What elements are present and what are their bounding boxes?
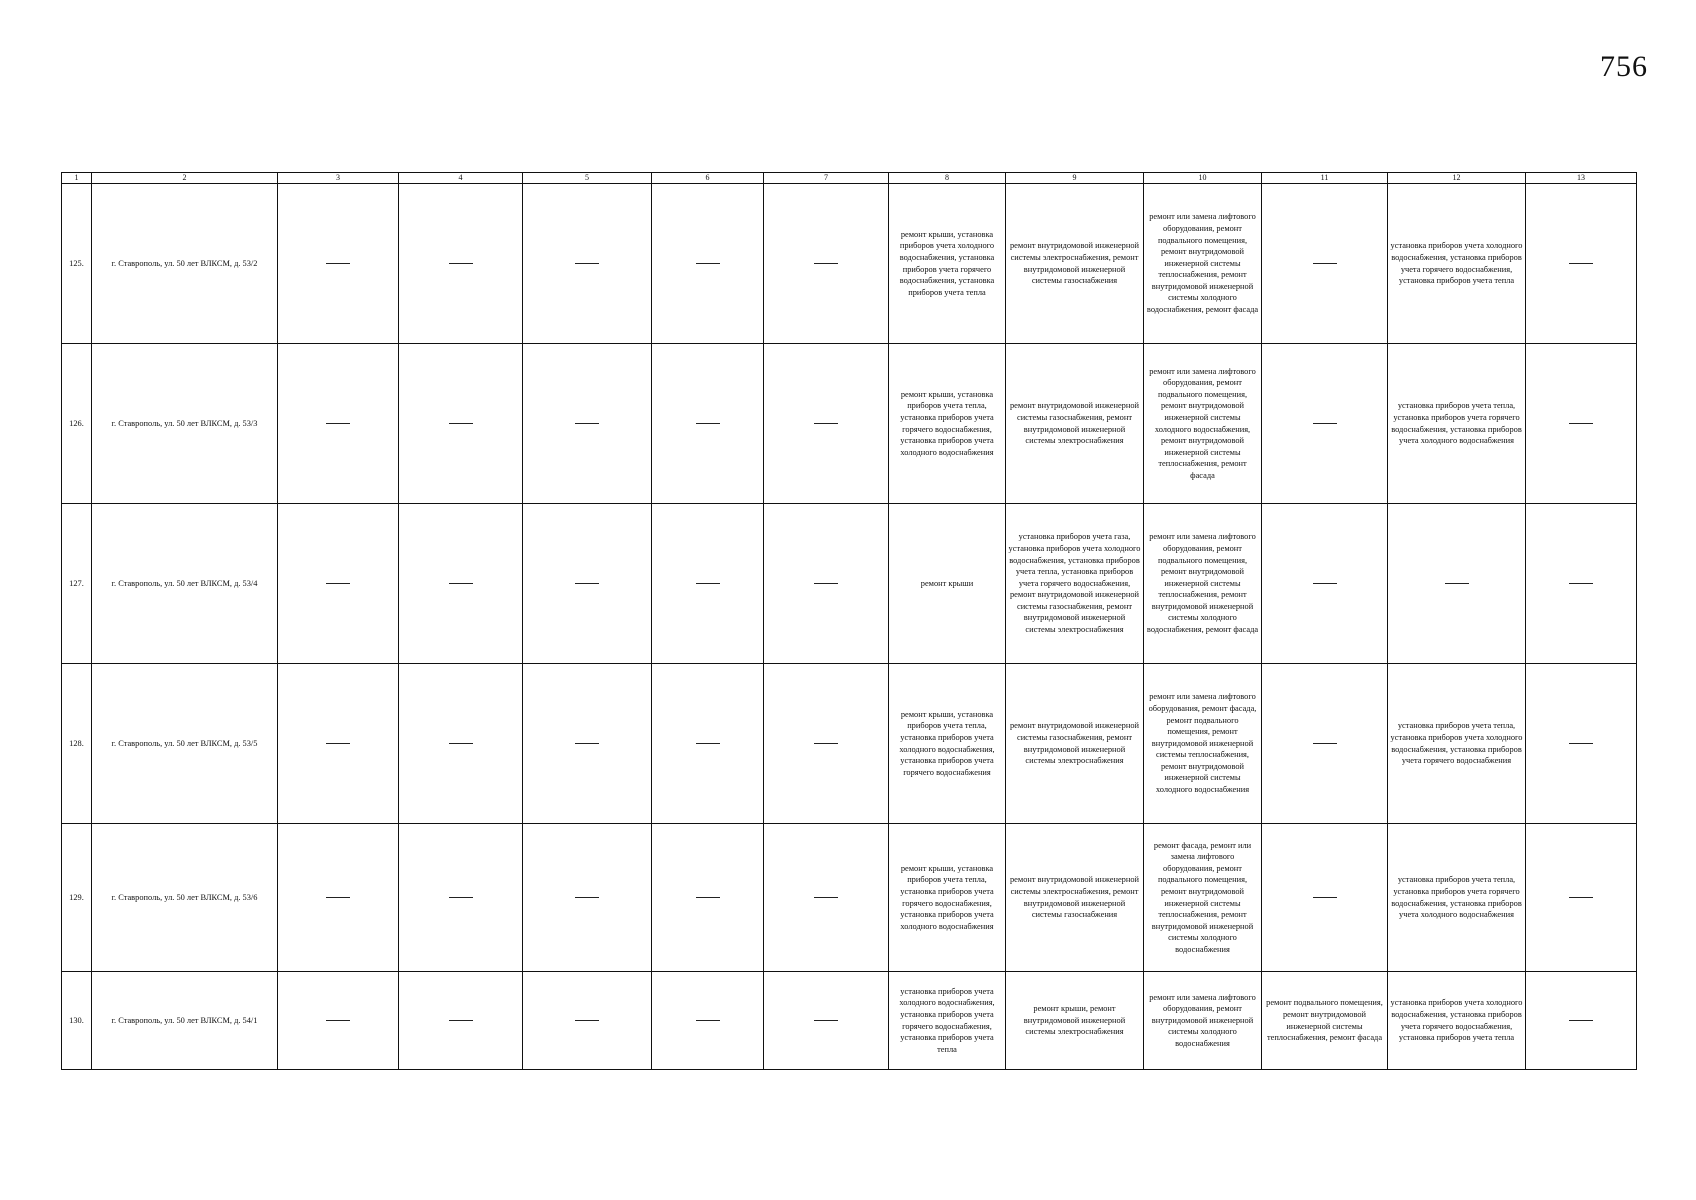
dash-mark <box>814 1020 838 1021</box>
dash-cell <box>278 824 399 972</box>
table-row <box>62 184 1637 344</box>
table-row <box>62 972 1637 1070</box>
page-number: 756 <box>1600 50 1648 83</box>
dash-mark <box>326 263 350 264</box>
dash-cell <box>278 184 399 344</box>
work-type-cell: ремонт крыши, ремонт внутридомовой инженерной системы электроснабжения <box>1006 972 1144 1070</box>
dash-cell <box>278 972 399 1070</box>
column-number: 3 <box>278 173 399 184</box>
dash-cell <box>399 664 523 824</box>
dash-cell <box>1526 184 1637 344</box>
dash-cell <box>764 504 889 664</box>
column-number: 8 <box>889 173 1006 184</box>
work-type-cell: ремонт или замена лифтового оборудования, ремонт подвального помещения, ремонт внутридомовой инженерной системы теплоснабжения, ремонт внутридомовой инженерной системы холодного водоснабжения, ремонт фасада <box>1144 504 1262 664</box>
column-number: 7 <box>764 173 889 184</box>
dash-mark <box>449 897 473 898</box>
column-number: 10 <box>1144 173 1262 184</box>
dash-cell <box>1526 504 1637 664</box>
dash-cell <box>652 184 764 344</box>
dash-mark <box>814 583 838 584</box>
work-type-cell: ремонт или замена лифтового оборудования, ремонт подвального помещения, ремонт внутридомовой инженерной системы холодного водоснабжения, ремонт внутридомовой инженерной системы теплоснабжения, ремонт фасада <box>1144 344 1262 504</box>
address-cell: г. Ставрополь, ул. 50 лет ВЛКСМ, д. 53/2 <box>92 184 278 344</box>
dash-mark <box>449 263 473 264</box>
dash-cell <box>399 504 523 664</box>
dash-cell <box>399 344 523 504</box>
dash-cell <box>399 824 523 972</box>
dash-cell <box>399 184 523 344</box>
dash-cell <box>652 824 764 972</box>
dash-cell <box>399 972 523 1070</box>
column-number: 5 <box>523 173 652 184</box>
dash-cell <box>652 664 764 824</box>
dash-cell <box>278 504 399 664</box>
dash-mark <box>326 1020 350 1021</box>
dash-mark <box>1445 583 1469 584</box>
dash-mark <box>814 897 838 898</box>
dash-mark <box>814 423 838 424</box>
dash-cell <box>523 972 652 1070</box>
dash-cell <box>764 184 889 344</box>
work-type-cell: ремонт крыши, установка приборов учета тепла, установка приборов учета холодного водоснабжения, установка приборов учета горячего водоснабжения <box>889 664 1006 824</box>
address-cell: г. Ставрополь, ул. 50 лет ВЛКСМ, д. 53/6 <box>92 824 278 972</box>
dash-cell <box>1262 664 1388 824</box>
address-cell: г. Ставрополь, ул. 50 лет ВЛКСМ, д. 53/3 <box>92 344 278 504</box>
dash-cell <box>1526 972 1637 1070</box>
dash-mark <box>1569 897 1593 898</box>
row-number: 127. <box>62 504 92 664</box>
work-type-cell: ремонт внутридомовой инженерной системы электроснабжения, ремонт внутридомовой инженерной системы газоснабжения <box>1006 184 1144 344</box>
work-type-cell: ремонт крыши, установка приборов учета холодного водоснабжения, установка приборов учета горячего водоснабжения, установка приборов учета тепла <box>889 184 1006 344</box>
dash-cell <box>523 184 652 344</box>
dash-cell <box>523 344 652 504</box>
dash-cell <box>1262 824 1388 972</box>
dash-mark <box>1569 423 1593 424</box>
dash-cell <box>652 504 764 664</box>
dash-mark <box>814 743 838 744</box>
column-number: 2 <box>92 173 278 184</box>
work-type-cell: установка приборов учета газа, установка приборов учета холодного водоснабжения, установка приборов учета тепла, установка приборов учета горячего водоснабжения, ремонт внутридомовой инженерной системы газоснабжения, ремонт внутридомовой инженерной системы электроснабжения <box>1006 504 1144 664</box>
dash-cell <box>1388 504 1526 664</box>
row-number: 125. <box>62 184 92 344</box>
work-type-cell: ремонт или замена лифтового оборудования, ремонт подвального помещения, ремонт внутридомовой инженерной системы теплоснабжения, ремонт внутридомовой инженерной системы холодного водоснабжения, ремонт фасада <box>1144 184 1262 344</box>
work-type-cell: ремонт крыши <box>889 504 1006 664</box>
dash-cell <box>764 344 889 504</box>
dash-cell <box>764 824 889 972</box>
dash-mark <box>575 897 599 898</box>
column-number: 4 <box>399 173 523 184</box>
work-type-cell: ремонт подвального помещения, ремонт внутридомовой инженерной системы теплоснабжения, ремонт фасада <box>1262 972 1388 1070</box>
work-type-cell: установка приборов учета тепла, установка приборов учета холодного водоснабжения, установка приборов учета горячего водоснабжения <box>1388 664 1526 824</box>
dash-mark <box>575 423 599 424</box>
dash-mark <box>1313 263 1337 264</box>
dash-mark <box>326 743 350 744</box>
column-number: 12 <box>1388 173 1526 184</box>
dash-cell <box>652 344 764 504</box>
dash-mark <box>1569 743 1593 744</box>
dash-cell <box>523 824 652 972</box>
dash-cell <box>764 664 889 824</box>
dash-mark <box>1569 263 1593 264</box>
dash-mark <box>575 583 599 584</box>
work-type-cell: установка приборов учета холодного водоснабжения, установка приборов учета горячего водоснабжения, установка приборов учета тепла <box>1388 184 1526 344</box>
dash-mark <box>696 897 720 898</box>
dash-cell <box>278 344 399 504</box>
column-number: 6 <box>652 173 764 184</box>
dash-mark <box>575 263 599 264</box>
dash-cell <box>1526 664 1637 824</box>
work-type-cell: ремонт или замена лифтового оборудования, ремонт внутридомовой инженерной системы холодного водоснабжения <box>1144 972 1262 1070</box>
column-number: 13 <box>1526 173 1637 184</box>
work-type-cell: ремонт внутридомовой инженерной системы газоснабжения, ремонт внутридомовой инженерной системы электроснабжения <box>1006 344 1144 504</box>
dash-mark <box>696 583 720 584</box>
work-type-cell: ремонт фасада, ремонт или замена лифтового оборудования, ремонт подвального помещения, ремонт внутридомовой инженерной системы теплоснабжения, ремонт внутридомовой инженерной системы холодного водоснабжения <box>1144 824 1262 972</box>
address-cell: г. Ставрополь, ул. 50 лет ВЛКСМ, д. 53/4 <box>92 504 278 664</box>
dash-cell <box>278 664 399 824</box>
dash-cell <box>1262 504 1388 664</box>
dash-mark <box>326 423 350 424</box>
dash-cell <box>1526 344 1637 504</box>
dash-cell <box>764 972 889 1070</box>
table-row <box>62 504 1637 664</box>
row-number: 129. <box>62 824 92 972</box>
dash-mark <box>449 423 473 424</box>
dash-mark <box>449 1020 473 1021</box>
dash-mark <box>326 583 350 584</box>
work-type-cell: ремонт внутридомовой инженерной системы электроснабжения, ремонт внутридомовой инженерной системы газоснабжения <box>1006 824 1144 972</box>
dash-cell <box>523 504 652 664</box>
table-body <box>62 173 1637 1070</box>
dash-mark <box>575 1020 599 1021</box>
dash-mark <box>1569 583 1593 584</box>
row-number: 128. <box>62 664 92 824</box>
dash-mark <box>1569 1020 1593 1021</box>
work-type-cell: ремонт крыши, установка приборов учета тепла, установка приборов учета горячего водоснабжения, установка приборов учета холодного водоснабжения <box>889 344 1006 504</box>
dash-mark <box>696 1020 720 1021</box>
work-type-cell: ремонт крыши, установка приборов учета тепла, установка приборов учета горячего водоснабжения, установка приборов учета холодного водоснабжения <box>889 824 1006 972</box>
dash-mark <box>449 583 473 584</box>
dash-cell <box>652 972 764 1070</box>
work-type-cell: ремонт или замена лифтового оборудования, ремонт фасада, ремонт подвального помещения, ремонт внутридомовой инженерной системы теплоснабжения, ремонт внутридомовой инженерной системы холодного водоснабжения <box>1144 664 1262 824</box>
capital-repair-table <box>61 172 1637 1070</box>
address-cell: г. Ставрополь, ул. 50 лет ВЛКСМ, д. 53/5 <box>92 664 278 824</box>
table-row <box>62 344 1637 504</box>
dash-mark <box>696 263 720 264</box>
dash-mark <box>1313 743 1337 744</box>
work-type-cell: установка приборов учета холодного водоснабжения, установка приборов учета горячего водоснабжения, установка приборов учета тепла <box>1388 972 1526 1070</box>
row-number: 130. <box>62 972 92 1070</box>
row-number: 126. <box>62 344 92 504</box>
dash-cell <box>1262 184 1388 344</box>
dash-mark <box>696 743 720 744</box>
dash-mark <box>1313 897 1337 898</box>
work-type-cell: установка приборов учета тепла, установка приборов учета горячего водоснабжения, установка приборов учета холодного водоснабжения <box>1388 824 1526 972</box>
dash-cell <box>1262 344 1388 504</box>
dash-mark <box>575 743 599 744</box>
column-number: 1 <box>62 173 92 184</box>
table-row <box>62 664 1637 824</box>
table-row <box>62 824 1637 972</box>
dash-mark <box>326 897 350 898</box>
dash-mark <box>696 423 720 424</box>
dash-mark <box>449 743 473 744</box>
dash-mark <box>1313 583 1337 584</box>
address-cell: г. Ставрополь, ул. 50 лет ВЛКСМ, д. 54/1 <box>92 972 278 1070</box>
column-number-row <box>62 173 1637 184</box>
dash-mark <box>814 263 838 264</box>
column-number: 9 <box>1006 173 1144 184</box>
dash-cell <box>1526 824 1637 972</box>
dash-mark <box>1313 423 1337 424</box>
work-type-cell: установка приборов учета холодного водоснабжения, установка приборов учета горячего водоснабжения, установка приборов учета тепла <box>889 972 1006 1070</box>
column-number: 11 <box>1262 173 1388 184</box>
work-type-cell: установка приборов учета тепла, установка приборов учета горячего водоснабжения, установка приборов учета холодного водоснабжения <box>1388 344 1526 504</box>
dash-cell <box>523 664 652 824</box>
work-type-cell: ремонт внутридомовой инженерной системы газоснабжения, ремонт внутридомовой инженерной системы электроснабжения <box>1006 664 1144 824</box>
